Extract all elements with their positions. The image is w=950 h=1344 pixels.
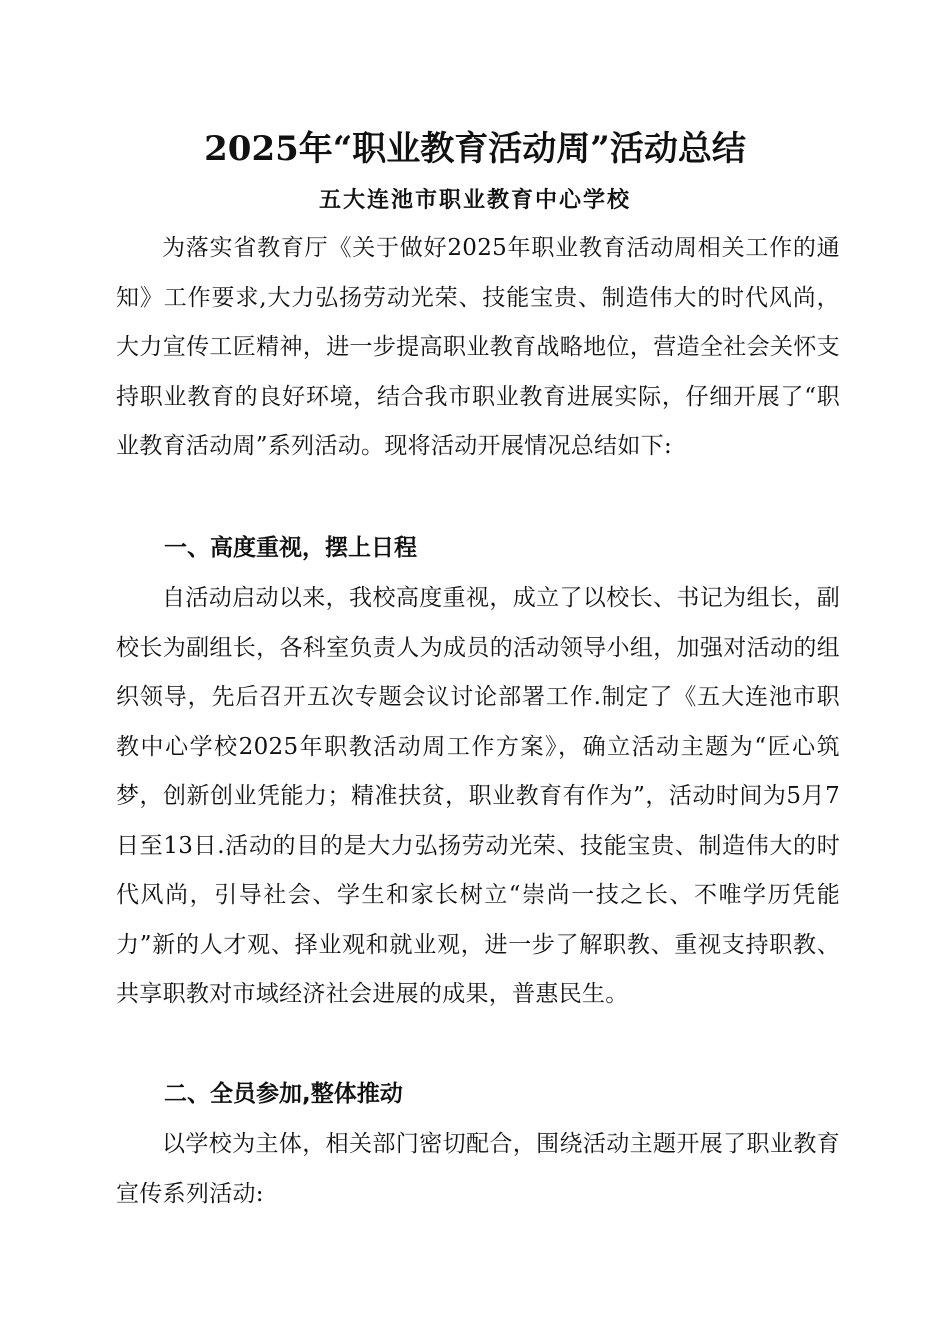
intro-paragraph: 为落实省教育厅《关于做好2025年职业教育活动周相关工作的通知》工作要求,大力弘扬劳动光荣、技能宝贵、制造伟大的时代风尚，大力宣传工匠精神，进一步提高职业教育战略地位，营造全社会关怀支持职业教育的良好环境，结合我市职业教育进展实际，仔细开展了“职业教育活动周”系列活动。现将活动开展情况总结如下: (116, 235, 840, 459)
section-heading-2: 二、全员参加,整体推动 (164, 1081, 403, 1107)
document-title: 2025年“职业教育活动周”活动总结 (204, 129, 746, 169)
document-subtitle: 五大连池市职业教育中心学校 (318, 187, 631, 213)
section-body-1: 自活动启动以来，我校高度重视，成立了以校长、书记为组长，副校长为副组长，各科室负责人为成员的活动领导小组，加强对活动的组织领导，先后召开五次专题会议讨论部署工作.制定了《五大连池市职教中心学校2025年职教活动周工作方案》，确立活动主题为“匠心筑梦，创新创业凭能力；精准扶贫，职业教育有作为”，活动时间为5月7日至13日.活动的目的是大力弘扬劳动光荣、技能宝贵、制造伟大的时代风尚，引导社会、学生和家长树立“崇尚一技之长、不唯学历凭能力”新的人才观、择业观和就业观，进一步了解职教、重视支持职教、共享职教对市域经济社会进展的成果，普惠民生。 (116, 585, 840, 1007)
section-heading-1: 一、高度重视，摆上日程 (164, 535, 417, 561)
section-body-2: 以学校为主体，相关部门密切配合，围绕活动主题开展了职业教育宣传系列活动: (116, 1131, 840, 1207)
